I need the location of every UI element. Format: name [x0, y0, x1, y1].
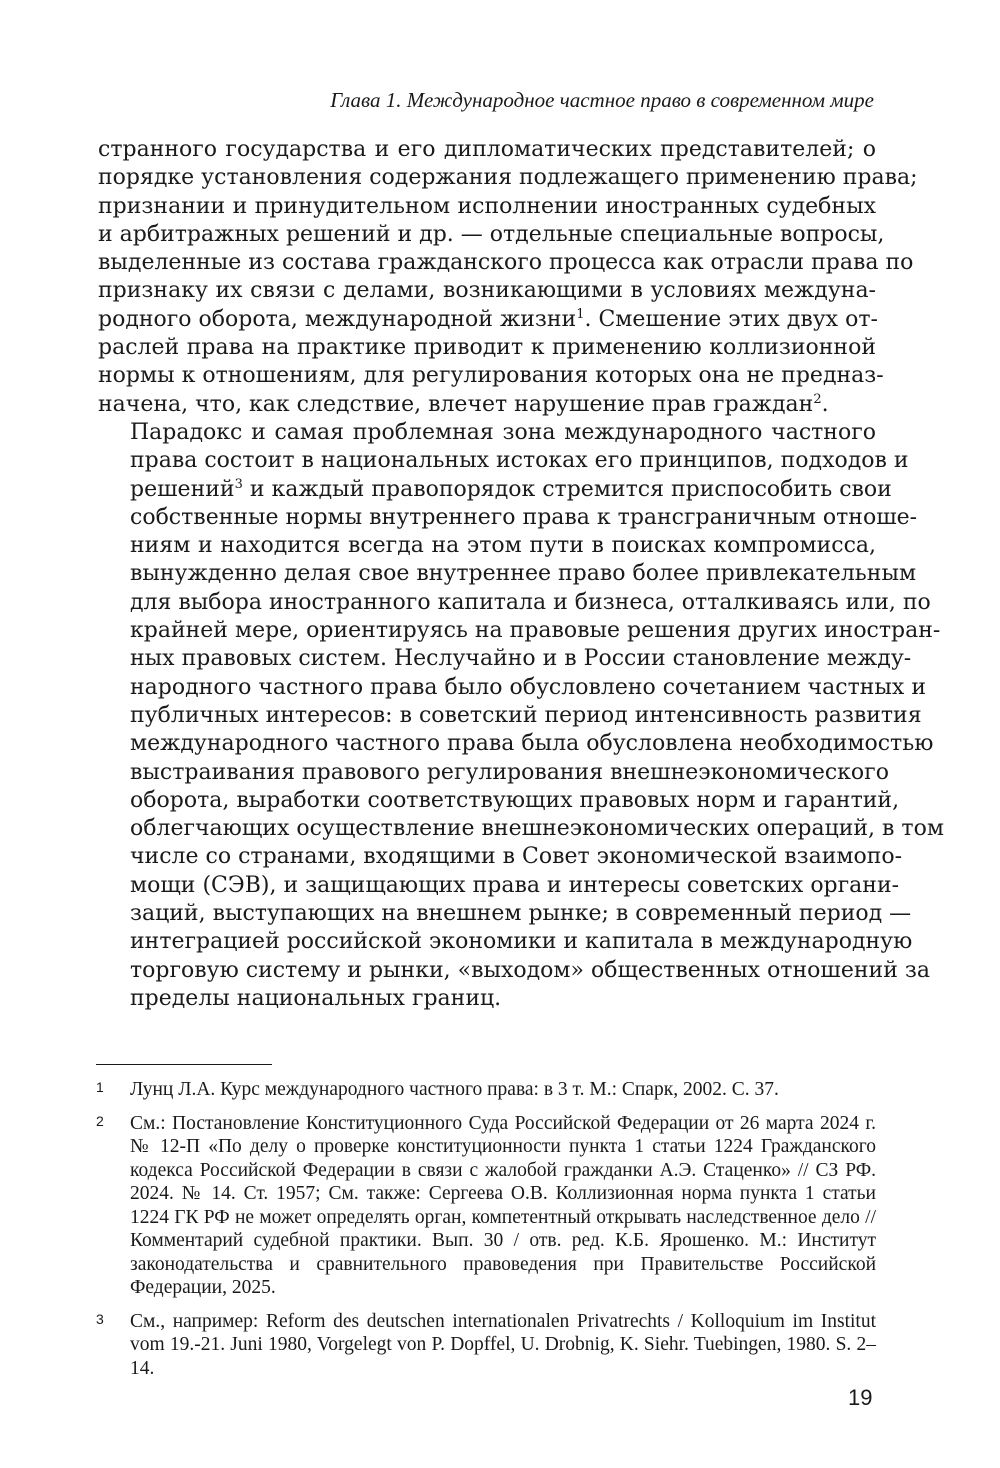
text-line: торговую систему и рынки, «выходом» общественных отношений за [130, 957, 930, 983]
text-line: и арбитражных решений и др. — отдельные специальные вопросы, [98, 221, 885, 247]
footnote-text: Лунц Л.А. Курс международного частного права: в 3 т. М.: Спарк, 2002. С. 37. [130, 1079, 779, 1100]
footnote-ref-2[interactable]: 2 [813, 391, 822, 407]
text-line: странного государства и его дипломатических представителей; о [98, 137, 876, 162]
text-line: крайней мере, ориентируясь на правовые решения других иностран- [130, 618, 941, 644]
text-line: вынужденно делая свое внутреннее право более привлекательным [130, 561, 917, 587]
running-head: Глава 1. Международное частное право в современном мире [330, 88, 874, 112]
text-line [98, 391, 876, 419]
footnote-number: 1 [96, 1079, 104, 1095]
footnote-ref-3[interactable]: 3 [234, 476, 243, 492]
paragraph-2 [98, 419, 944, 1013]
text-line: ных правовых систем. Неслучайно и в России становление между- [130, 646, 912, 672]
footnote-text: См., например: Reform des deutschen internationalen Privatrechts / Kolloquium im Institut vom 19.-21. Juni 1980, Vorgelegt von P. Dopffel, U. Drobnig, K. Siehr. Tuebingen, 1980. S. 2–14. [130, 1310, 876, 1379]
footnote-separator [96, 1064, 272, 1065]
text-line [98, 476, 892, 504]
footnote-number: 3 [96, 1310, 104, 1327]
text-segment: . Смешение этих двух от- [584, 306, 878, 332]
text-line [98, 306, 876, 334]
text-line: права состоит в национальных истоках его принципов, подходов и [130, 448, 909, 474]
text-line: народного частного права было обусловлено сочетанием частных и [130, 674, 926, 700]
text-line: заций, выступающих на внешнем рынке; в современный период — [130, 901, 912, 927]
page-number: 19 [848, 1385, 873, 1410]
footnote-1 [96, 1078, 876, 1102]
body-text [98, 136, 944, 1013]
text-line: собственные нормы внутреннего права к трансграничным отноше- [130, 504, 918, 530]
text-line: международного частного права была обусловлена необходимостью [130, 731, 934, 757]
text-line: выстраивания правового регулирования внешнеэкономического [130, 759, 889, 785]
footnotes [96, 1078, 876, 1390]
footnote-text: См.: Постановление Конституционного Суда Российской Федерации от 26 марта 2024 г. № 12-П «По делу о проверке конституционности пункта 1 статьи 1224 Гражданского кодекса Российской Федерации в связи с жалобой гражданки А.Э. Стаценко» // СЗ РФ. 2024. № 14. Ст. 1957; См. также: Сергеева О.В. Коллизионная норма пункта 1 статьи 1224 ГК РФ не может определять орган, компетентный открывать наследственное дело // Комментарий судебной практики. Вып. 30 / отв. ред. К.Б. Ярошенко. М.: Институт законодательства и сравнительного правоведения при Правительстве Российской Федерации, 2025. [130, 1112, 876, 1298]
text-segment: . [821, 391, 829, 417]
footnote-2 [96, 1112, 876, 1300]
text-line: выделенные из состава гражданского процесса как отрасли права по [98, 250, 914, 276]
text-line: интеграцией российской экономики и капитала в международную [130, 929, 913, 955]
text-segment: и каждый правопорядок стремится приспособить свои [242, 476, 892, 502]
text-line: ниям и находится всегда на этом пути в поисках компромисса, [130, 533, 876, 559]
text-line: мощи (СЭВ), и защищающих права и интересы советских органи- [130, 872, 900, 898]
footnote-ref-1[interactable]: 1 [576, 306, 585, 322]
text-line: пределы национальных границ. [130, 985, 502, 1011]
text-segment: решений [130, 476, 235, 502]
text-line: облегчающих осуществление внешнеэкономических операций, в том [130, 816, 944, 842]
text-segment: начена, что, как следствие, влечет нарушение прав граждан [98, 391, 814, 417]
text-line: публичных интересов: в советский период интенсивность развития [130, 702, 922, 728]
footnote-3 [96, 1310, 876, 1381]
text-line: порядке установления содержания подлежащего применению права; [98, 165, 918, 191]
text-line: оборота, выработки соответствующих правовых норм и гарантий, [130, 787, 900, 813]
footnote-number: 2 [96, 1112, 104, 1129]
text-line: числе со странами, входящими в Совет экономической взаимопо- [130, 844, 903, 870]
text-line: Парадокс и самая проблемная зона международного частного [130, 419, 876, 445]
text-line: для выбора иностранного капитала и бизнеса, отталкиваясь или, по [130, 589, 931, 615]
text-line: нормы к отношениям, для регулирования которых она не предназ- [98, 363, 884, 389]
text-line: признаку их связи с делами, возникающими в условиях междуна- [98, 278, 876, 304]
text-line: раслей права на практике приводит к применению коллизионной [98, 335, 876, 361]
paragraph-1 [98, 136, 918, 419]
text-line: признании и принудительном исполнении иностранных судебных [98, 193, 876, 219]
text-segment: родного оборота, международной жизни [98, 306, 577, 332]
